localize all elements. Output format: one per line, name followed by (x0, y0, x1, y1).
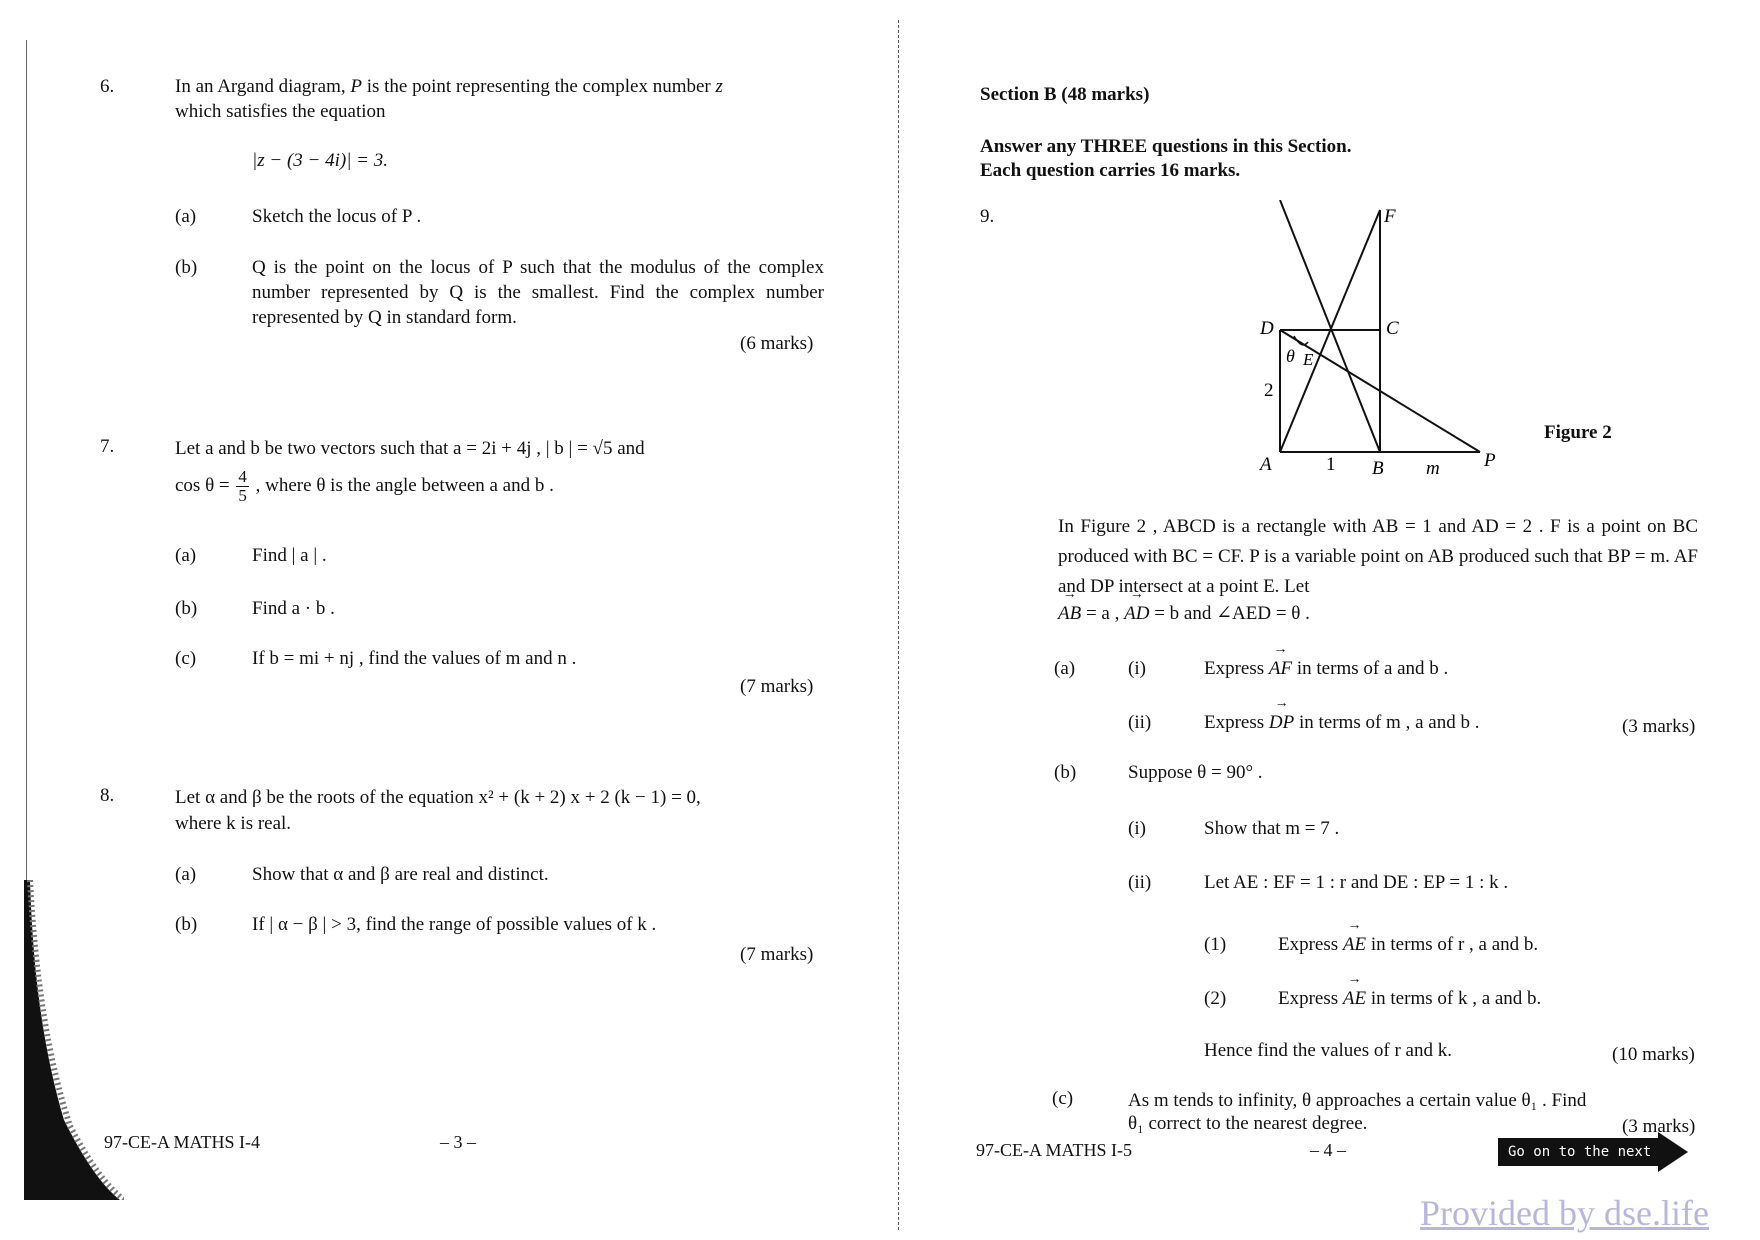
q9b-text: Suppose θ = 90° . (1128, 762, 1263, 783)
q9b-ii-1-suffix: in terms of r , a and b. (1370, 934, 1539, 955)
q6-stem-line1 (175, 76, 825, 98)
vec-af: → AF (1269, 658, 1292, 680)
right-page (900, 0, 1760, 1240)
q9a-i-prefix: Express (1204, 658, 1265, 679)
q9b-i-text: Show that m = 7 . (1204, 818, 1340, 839)
q7a-text: Find | a | . (252, 545, 327, 566)
q6-stem-b: is the point representing the complex number (366, 76, 711, 97)
q9c-label: (c) (1052, 1088, 1074, 1109)
q8-stem-line1: Let α and β be the roots of the equation x² + (k + 2) x + 2 (k − 1) = 0, (175, 787, 701, 808)
label-c: C (1386, 318, 1399, 339)
q9a-i-label: (i) (1128, 658, 1146, 679)
theta-arc (1294, 336, 1308, 345)
label-p: P (1484, 450, 1496, 471)
label-theta: θ (1286, 346, 1295, 366)
q9b-ii-2-suffix: in terms of k , a and b. (1370, 988, 1542, 1009)
q9b-ii-1-prefix: Express (1278, 934, 1339, 955)
q9a-i-suffix: in terms of a and b . (1296, 658, 1449, 679)
q7-stem-line2 (175, 468, 554, 505)
q9-intro-eq2: = b and ∠AED = θ . (1154, 603, 1310, 624)
q9a-ii-prefix: Express (1204, 712, 1265, 733)
label-one: 1 (1326, 454, 1336, 475)
q6a-label: (a) (175, 206, 197, 227)
q6a-text: Sketch the locus of P . (252, 206, 422, 227)
q8b-label: (b) (175, 914, 198, 935)
q9a-ii-suffix: in terms of m , a and b . (1298, 712, 1480, 733)
left-footer-code: 97-CE-A MATHS I-4 (104, 1132, 260, 1152)
vec-dp: → DP (1269, 712, 1294, 734)
vec-ae-1: → AE (1343, 934, 1366, 956)
label-a: A (1260, 454, 1272, 475)
q9b-marks: (10 marks) (1612, 1044, 1695, 1065)
q9b-i-label: (i) (1128, 818, 1146, 839)
next-page-banner: Go on to the next page (1498, 1138, 1658, 1166)
q9b-ii-text: Let AE : EF = 1 : r and DE : EP = 1 : k . (1204, 872, 1509, 893)
q9a-i-text (1204, 658, 1448, 680)
q9-intro-eq1: = a , (1085, 603, 1120, 624)
q7-marks: (7 marks) (740, 676, 814, 697)
q9c-line2: θ₁ correct to the nearest degree. (1128, 1113, 1368, 1134)
q7-stem-line1: Let a and b be two vectors such that a = 2i + 4j , | b | = √5 and (175, 438, 645, 459)
right-footer-code: 97-CE-A MATHS I-5 (976, 1140, 1132, 1160)
q9-intro-last-line (1058, 602, 1310, 625)
q7a-label: (a) (175, 545, 197, 566)
right-page-number: – 4 – (1310, 1140, 1346, 1160)
q8a-text: Show that α and β are real and distinct. (252, 864, 549, 885)
watermark-link[interactable]: Provided by dse.life (1420, 1193, 1709, 1233)
q8b-text: If | α − β | > 3, find the range of possible values of k . (252, 914, 657, 935)
q6-var-p: P (350, 76, 362, 97)
label-two: 2 (1264, 380, 1274, 401)
q7-cos-suffix: , where θ is the angle between a and b . (255, 474, 554, 496)
q9b-ii-1-label: (1) (1204, 934, 1227, 955)
q9b-ii-1-text (1278, 934, 1538, 956)
q6b-label: (b) (175, 257, 198, 278)
q6-stem-a: In an Argand diagram, (175, 76, 346, 97)
label-m: m (1426, 458, 1440, 479)
q6-equation: |z − (3 − 4i)| = 3. (252, 150, 388, 171)
q7-frac-den: 5 (238, 486, 247, 505)
q9a-ii-label: (ii) (1128, 712, 1152, 733)
q9b-ii-2-label: (2) (1204, 988, 1227, 1009)
q9b-ii-2-text (1278, 988, 1541, 1010)
q6-marks: (6 marks) (740, 333, 814, 354)
q9b-hence: Hence find the values of r and k. (1204, 1040, 1452, 1061)
q9b-label: (b) (1054, 762, 1077, 783)
q8-stem-line2: where k is real. (175, 813, 292, 834)
label-e: E (1303, 350, 1314, 369)
q7-fraction (236, 468, 249, 505)
q8-marks: (7 marks) (740, 944, 814, 965)
q9-intro: In Figure 2 , ABCD is a rectangle with AB = 1 and AD = 2 . F is a point on BC produced with BC = CF. P is a variable point on AB produced such that BP = m. AF and DP intersect at a point E. Let (1058, 516, 1698, 597)
q7-number: 7. (100, 436, 115, 457)
q9a-ii-text (1204, 712, 1479, 734)
figure-2 (1230, 200, 1510, 480)
q7c-label: (c) (175, 648, 197, 669)
q9a-label: (a) (1054, 658, 1076, 679)
q7-frac-num: 4 (238, 467, 247, 486)
label-b: B (1372, 458, 1384, 479)
q7c-text: If b = mi + nj , find the values of m and n . (252, 648, 577, 669)
q7-cos-prefix: cos θ = (175, 474, 230, 496)
section-instruction-1: Answer any THREE questions in this Section. (980, 136, 1352, 157)
q9c-marks: (3 marks) (1622, 1116, 1696, 1137)
vec-ae-2: → AE (1343, 988, 1366, 1010)
figure-caption: Figure 2 (1544, 422, 1612, 443)
q7b-label: (b) (175, 598, 198, 619)
section-title: Section B (48 marks) (980, 84, 1150, 105)
next-page-arrow-icon (1658, 1132, 1688, 1172)
vec-ab: → AB (1058, 603, 1081, 625)
q9b-ii-2-prefix: Express (1278, 988, 1339, 1009)
q8-number: 8. (100, 785, 115, 806)
label-d: D (1260, 318, 1274, 339)
vec-ad: → AD (1124, 603, 1149, 625)
label-f: F (1384, 206, 1396, 227)
q9-number: 9. (980, 206, 995, 227)
q7b-text: Find a · b . (252, 598, 335, 619)
q6-stem-line2: which satisfies the equation (175, 101, 386, 122)
q6-var-z: z (715, 76, 723, 97)
q6b-text: Q is the point on the locus of P such that the modulus of the complex number represented by Q is the smallest. Find the complex number represented by Q in standard form. (252, 257, 824, 328)
left-page-number: – 3 – (440, 1132, 476, 1152)
q9b-ii-label: (ii) (1128, 872, 1152, 893)
q6-number: 6. (100, 76, 115, 97)
q9c-line1: As m tends to infinity, θ approaches a certain value θ₁ . Find (1128, 1090, 1587, 1111)
q8a-label: (a) (175, 864, 197, 885)
section-instruction-2: Each question carries 16 marks. (980, 160, 1241, 181)
q9a-marks: (3 marks) (1622, 716, 1696, 737)
